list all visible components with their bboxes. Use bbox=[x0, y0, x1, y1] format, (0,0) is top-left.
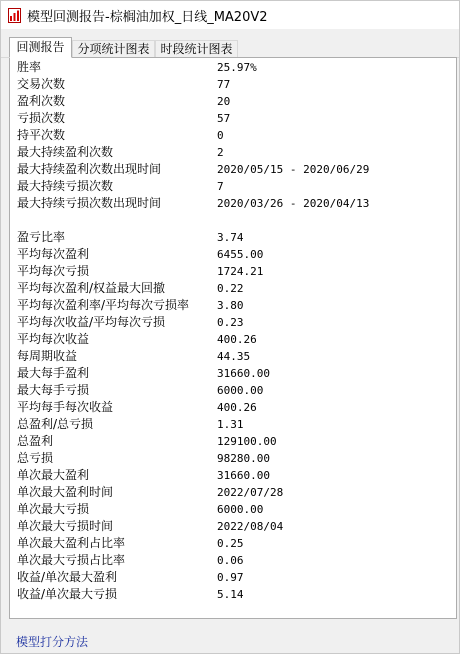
stat-label: 平均每次盈利率/平均每次亏损率 bbox=[17, 298, 190, 312]
stat-row bbox=[17, 161, 447, 178]
stat-row bbox=[17, 331, 447, 348]
stat-label: 最大持续亏损次数出现时间 bbox=[17, 196, 162, 210]
window-title: 模型回测报告-棕榈油加权_日线_MA20V2 bbox=[27, 9, 268, 25]
stat-row bbox=[17, 144, 447, 161]
stat-label: 平均每次亏损 bbox=[17, 264, 90, 278]
stat-value: 2022/08/04 bbox=[217, 520, 284, 533]
stat-value: 0.22 bbox=[217, 282, 244, 295]
stat-row bbox=[17, 586, 447, 603]
stat-label: 总盈利 bbox=[17, 434, 54, 448]
stat-row bbox=[17, 552, 447, 569]
stat-value: 20 bbox=[217, 95, 231, 108]
stat-label: 单次最大亏损 bbox=[17, 502, 90, 516]
stat-value: 57 bbox=[217, 112, 231, 125]
stat-value: 77 bbox=[217, 78, 231, 91]
stat-label: 最大每手亏损 bbox=[17, 383, 90, 397]
stat-row bbox=[17, 76, 447, 93]
stat-row bbox=[17, 501, 447, 518]
stat-label: 盈亏比率 bbox=[17, 230, 66, 244]
tab-backtest-report[interactable]: 回测报告 bbox=[9, 37, 72, 58]
tab-period-stats-chart[interactable]: 时段统计图表 bbox=[155, 40, 238, 57]
stat-value: 1.31 bbox=[217, 418, 244, 431]
stat-row bbox=[17, 314, 447, 331]
stat-row bbox=[17, 399, 447, 416]
stat-row bbox=[17, 263, 447, 280]
stat-row bbox=[17, 59, 447, 76]
stats-list bbox=[17, 59, 447, 603]
stat-row bbox=[17, 484, 447, 501]
stat-label: 单次最大盈利 bbox=[17, 468, 90, 482]
stat-value: 2 bbox=[217, 146, 224, 159]
stat-value: 6000.00 bbox=[217, 384, 264, 397]
stat-label: 平均每次收益/平均每次亏损 bbox=[17, 315, 166, 329]
scoring-method-link[interactable]: 模型打分方法 bbox=[16, 635, 89, 649]
stat-label: 每周期收益 bbox=[17, 349, 78, 363]
stat-value: 2020/03/26 - 2020/04/13 bbox=[217, 197, 370, 210]
stat-row bbox=[17, 518, 447, 535]
stat-label: 平均每次收益 bbox=[17, 332, 90, 346]
stat-label: 平均每手每次收益 bbox=[17, 400, 114, 414]
stat-label: 持平次数 bbox=[17, 128, 66, 142]
stat-label: 平均每次盈利 bbox=[17, 247, 90, 261]
stat-value: 129100.00 bbox=[217, 435, 277, 448]
stat-row bbox=[17, 450, 447, 467]
stat-value: 31660.00 bbox=[217, 469, 270, 482]
stat-row bbox=[17, 348, 447, 365]
stat-row bbox=[17, 195, 447, 212]
report-panel bbox=[9, 57, 457, 619]
stat-value: 0.23 bbox=[217, 316, 244, 329]
stat-row bbox=[17, 535, 447, 552]
stat-label: 最大持续盈利次数 bbox=[17, 145, 114, 159]
stat-value: 0.06 bbox=[217, 554, 244, 567]
stat-value: 0.25 bbox=[217, 537, 244, 550]
title-bar[interactable] bbox=[1, 1, 459, 29]
stat-row bbox=[17, 280, 447, 297]
stat-label: 平均每次盈利/权益最大回撤 bbox=[17, 281, 166, 295]
stat-label: 亏损次数 bbox=[17, 111, 66, 125]
stat-row bbox=[17, 178, 447, 195]
stat-value: 31660.00 bbox=[217, 367, 270, 380]
stat-value: 400.26 bbox=[217, 333, 257, 346]
stat-row bbox=[17, 467, 447, 484]
stat-value: 25.97% bbox=[217, 61, 257, 74]
stat-label: 单次最大亏损占比率 bbox=[17, 553, 126, 567]
stat-value: 2022/07/28 bbox=[217, 486, 284, 499]
stat-value: 3.74 bbox=[217, 231, 244, 244]
stat-label: 单次最大盈利时间 bbox=[17, 485, 114, 499]
stat-label: 最大持续亏损次数 bbox=[17, 179, 114, 193]
tab-bar bbox=[1, 37, 459, 58]
stat-value: 6455.00 bbox=[217, 248, 264, 261]
report-chart-icon bbox=[8, 8, 21, 23]
stat-label: 最大每手盈利 bbox=[17, 366, 90, 380]
tab-itemized-stats-chart[interactable]: 分项统计图表 bbox=[72, 40, 155, 57]
stat-value: 0 bbox=[217, 129, 224, 142]
stat-row bbox=[17, 93, 447, 110]
stat-value: 1724.21 bbox=[217, 265, 264, 278]
stat-row bbox=[17, 110, 447, 127]
stat-value: 44.35 bbox=[217, 350, 251, 363]
stat-row bbox=[17, 416, 447, 433]
stat-label: 单次最大亏损时间 bbox=[17, 519, 114, 533]
stat-label: 收益/单次最大盈利 bbox=[17, 570, 118, 584]
stat-value: 2020/05/15 - 2020/06/29 bbox=[217, 163, 370, 176]
stat-row bbox=[17, 433, 447, 450]
stat-label: 交易次数 bbox=[17, 77, 66, 91]
stat-value: 7 bbox=[217, 180, 224, 193]
stat-label: 胜率 bbox=[17, 60, 42, 74]
stat-row bbox=[17, 382, 447, 399]
stat-label: 最大持续盈利次数出现时间 bbox=[17, 162, 162, 176]
stat-row bbox=[17, 365, 447, 382]
stat-value: 6000.00 bbox=[217, 503, 264, 516]
stat-label: 总亏损 bbox=[17, 451, 54, 465]
stat-label: 收益/单次最大亏损 bbox=[17, 587, 118, 601]
stat-row bbox=[17, 246, 447, 263]
stat-label: 总盈利/总亏损 bbox=[17, 417, 94, 431]
stat-row bbox=[17, 229, 447, 246]
stat-value: 400.26 bbox=[217, 401, 257, 414]
stat-row bbox=[17, 127, 447, 144]
stat-label: 单次最大盈利占比率 bbox=[17, 536, 126, 550]
stat-value: 0.97 bbox=[217, 571, 244, 584]
stat-row bbox=[17, 569, 447, 586]
stat-value: 3.80 bbox=[217, 299, 244, 312]
stat-value: 5.14 bbox=[217, 588, 244, 601]
stat-label: 盈利次数 bbox=[17, 94, 66, 108]
stat-row bbox=[17, 297, 447, 314]
stat-value: 98280.00 bbox=[217, 452, 270, 465]
